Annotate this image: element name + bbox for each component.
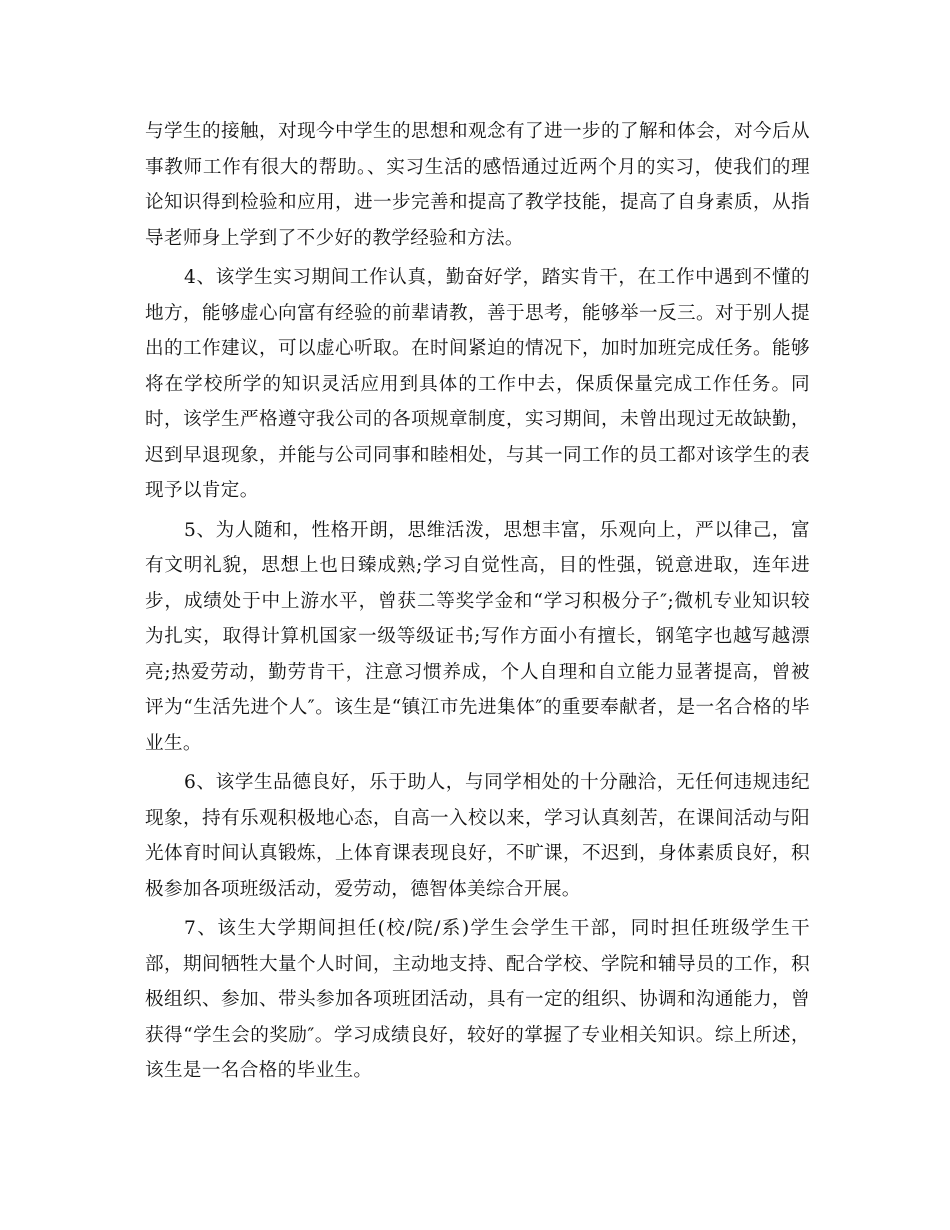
paragraph-continuation: 与学生的接触，对现今中学生的思想和观念有了进一步的了解和体会，对今后从事教师工作有很大的帮助。、实习生活的感悟通过近两个月的实习，使我们的理论知识得到检验和应用，进一步完善和提高了教学技能，提高了自身素质，从指导老师身上学到了不少好的教学经验和方法。	[145, 121, 810, 249]
document-body	[145, 114, 810, 1089]
paragraph-item-4: 4、该学生实习期间工作认真，勤奋好学，踏实肯干，在工作中遇到不懂的地方，能够虚心向富有经验的前辈请教，善于思考，能够举一反三。对于别人提出的工作建议，可以虚心听取。在时间紧迫的情况下，加时加班完成任务。能够将在学校所学的知识灵活应用到具体的工作中去，保质保量完成工作任务。同时，该学生严格遵守我公司的各项规章制度，实习期间，未曾出现过无故缺勤，迟到早退现象，并能与公司同事和睦相处，与其一同工作的员工都对该学生的表现予以肯定。	[145, 267, 810, 501]
paragraph-item-5: 5、为人随和，性格开朗，思维活泼，思想丰富，乐观向上，严以律己，富有文明礼貌，思想上也日臻成熟;学习自觉性高，目的性强，锐意进取，连年进步，成绩处于中上游水平，曾获二等奖学金和“学习积极分子″;微机专业知识较为扎实，取得计算机国家一级等级证书;写作方面小有擅长，钢笔字也越写越漂亮;热爱劳动，勤劳肯干，注意习惯养成，个人自理和自立能力显著提高，曾被评为“生活先进个人″。该生是“镇江市先进集体″的重要奉献者，是一名合格的毕业生。	[145, 519, 810, 754]
paragraph-item-6: 6、该学生品德良好，乐于助人，与同学相处的十分融洽，无任何违规违纪现象，持有乐观积极地心态，自高一入校以来，学习认真刻苦，在课间活动与阳光体育时间认真锻炼，上体育课表现良好，不旷课，不迟到，身体素质良好，积极参加各项班级活动，爱劳动，德智体美综合开展。	[145, 772, 810, 900]
paragraph-item-7: 7、该生大学期间担任(校/院/系)学生会学生干部，同时担任班级学生干部，期间牺牲大量个人时间，主动地支持、配合学校、学院和辅导员的工作，积极组织、参加、带头参加各项班团活动，具有一定的组织、协调和沟通能力，曾获得“学生会的奖励″。学习成绩良好，较好的掌握了专业相关知识。综上所述，该生是一名合格的毕业生。	[145, 918, 810, 1081]
